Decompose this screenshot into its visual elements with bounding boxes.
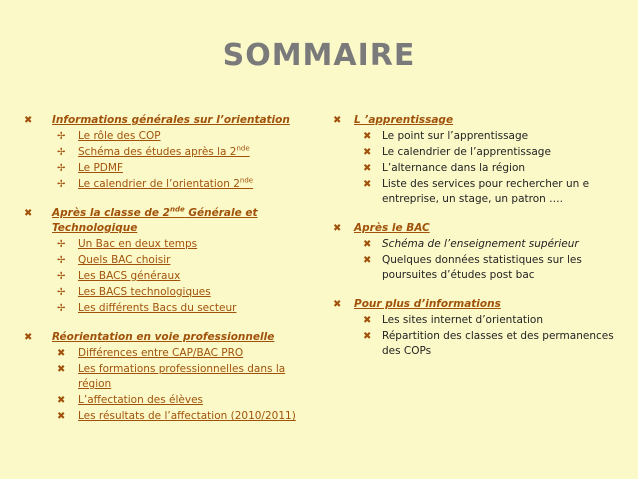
- list-item[interactable]: [20, 129, 310, 144]
- list-item[interactable]: [20, 301, 310, 316]
- list-item[interactable]: [20, 346, 310, 361]
- plus-icon: ✢: [57, 239, 66, 250]
- link-bacs-generaux[interactable]: Les BACS généraux: [78, 270, 181, 282]
- section-heading-text: L ’apprentissage: [354, 114, 454, 126]
- list-item: [330, 253, 635, 283]
- list-item[interactable]: [20, 253, 310, 268]
- superscript: nde: [169, 205, 185, 214]
- link-bacs-technologiques[interactable]: Les BACS technologiques: [78, 286, 211, 298]
- cross-icon: ✖: [24, 115, 33, 126]
- item-text: Quelques données statistiques sur les poursuites d’études post bac: [382, 254, 582, 281]
- sub-list: [330, 313, 635, 359]
- section-heading-text: Générale et Technologique: [52, 207, 258, 234]
- link-schema-etudes[interactable]: [78, 146, 250, 158]
- section-plus-informations: [330, 297, 635, 359]
- link-bacs-secteur[interactable]: Les différents Bacs du secteur: [78, 302, 237, 314]
- section-heading-link[interactable]: [20, 113, 310, 128]
- section-heading-link[interactable]: [20, 206, 310, 236]
- cross-icon: ✖: [24, 332, 33, 343]
- plus-icon: ✢: [57, 147, 66, 158]
- list-item: [330, 145, 635, 160]
- cross-icon: ✖: [363, 239, 372, 250]
- list-item: [330, 237, 635, 252]
- list-item[interactable]: [20, 177, 310, 192]
- section-apprentissage: [330, 113, 635, 207]
- superscript: nde: [239, 176, 254, 185]
- section-heading-link[interactable]: [330, 113, 635, 128]
- plus-icon: ✢: [57, 163, 66, 174]
- cross-icon: ✖: [57, 411, 66, 422]
- sub-list: [330, 237, 635, 283]
- list-item[interactable]: [20, 145, 310, 160]
- list-item[interactable]: [20, 362, 310, 392]
- cross-icon: ✖: [363, 331, 372, 342]
- cross-icon: ✖: [363, 163, 372, 174]
- cross-icon: ✖: [57, 348, 66, 359]
- sub-list: [20, 129, 310, 192]
- item-text: Le point sur l’apprentissage: [382, 130, 529, 142]
- link-formations-region[interactable]: Les formations professionnelles dans la région: [78, 363, 286, 390]
- list-item[interactable]: [20, 269, 310, 284]
- section-heading-text: Après le BAC: [354, 222, 430, 234]
- list-item[interactable]: [20, 393, 310, 408]
- cross-icon: ✖: [363, 255, 372, 266]
- link-quels-bac[interactable]: Quels BAC choisir: [78, 254, 171, 266]
- list-item: [330, 313, 635, 328]
- section-apres-seconde: [20, 206, 310, 316]
- cross-icon: ✖: [333, 223, 342, 234]
- cross-icon: ✖: [333, 115, 342, 126]
- plus-icon: ✢: [57, 131, 66, 142]
- link-differences-cap-bac[interactable]: Différences entre CAP/BAC PRO: [78, 347, 244, 359]
- list-item: [330, 329, 635, 359]
- link-affectation-eleves[interactable]: L’affectation des élèves: [78, 394, 204, 406]
- plus-icon: ✢: [57, 271, 66, 282]
- item-text: Liste des services pour rechercher un e entreprise, un stage, un patron ….: [382, 178, 590, 205]
- section-heading-link[interactable]: [330, 297, 635, 312]
- list-item[interactable]: [20, 161, 310, 176]
- plus-icon: ✢: [57, 287, 66, 298]
- section-heading-link[interactable]: [330, 221, 635, 236]
- link-bac-deux-temps[interactable]: Un Bac en deux temps: [78, 238, 198, 250]
- cross-icon: ✖: [363, 147, 372, 158]
- plus-icon: ✢: [57, 303, 66, 314]
- left-column: [20, 113, 310, 438]
- cross-icon: ✖: [57, 395, 66, 406]
- cross-icon: ✖: [24, 208, 33, 219]
- sub-list: [20, 346, 310, 424]
- section-heading-text: Après la classe de 2: [52, 207, 170, 219]
- item-text: Répartition des classes et des permanences des COPs: [382, 330, 614, 357]
- section-heading-text: Pour plus d’informations: [354, 298, 501, 310]
- sub-list: [20, 237, 310, 316]
- link-pdmf[interactable]: Le PDMF: [78, 162, 123, 174]
- plus-icon: ✢: [57, 179, 66, 190]
- link-text: Le calendrier de l’orientation 2: [78, 178, 240, 190]
- cross-icon: ✖: [333, 299, 342, 310]
- link-text: Schéma des études après la 2: [78, 146, 237, 158]
- list-item[interactable]: [20, 237, 310, 252]
- list-item[interactable]: [20, 285, 310, 300]
- cross-icon: ✖: [363, 179, 372, 190]
- plus-icon: ✢: [57, 255, 66, 266]
- section-informations-generales: [20, 113, 310, 192]
- link-role-cop[interactable]: Le rôle des COP: [78, 130, 161, 142]
- cross-icon: ✖: [57, 364, 66, 375]
- section-heading-text: Informations générales sur l’orientation: [52, 114, 290, 126]
- cross-icon: ✖: [363, 131, 372, 142]
- section-apres-bac: [330, 221, 635, 283]
- item-text: L’alternance dans la région: [382, 162, 526, 174]
- right-column: [330, 113, 635, 373]
- cross-icon: ✖: [363, 315, 372, 326]
- list-item[interactable]: [20, 409, 310, 424]
- link-resultats-affectation[interactable]: Les résultats de l’affectation (2010/2011): [78, 410, 296, 422]
- list-item: [330, 177, 635, 207]
- link-calendrier-orientation[interactable]: [78, 178, 253, 190]
- page-title: SOMMAIRE: [222, 38, 416, 73]
- superscript: nde: [236, 144, 250, 153]
- section-reorientation: [20, 330, 310, 424]
- item-text: Schéma de l’enseignement supérieur: [382, 238, 579, 250]
- list-item: [330, 161, 635, 176]
- item-text: Les sites internet d’orientation: [382, 314, 543, 326]
- item-text: Le calendrier de l’apprentissage: [382, 146, 551, 158]
- section-heading-text: Réorientation en voie professionnelle: [52, 331, 275, 343]
- list-item: [330, 129, 635, 144]
- sub-list: [330, 129, 635, 207]
- section-heading-link[interactable]: [20, 330, 310, 345]
